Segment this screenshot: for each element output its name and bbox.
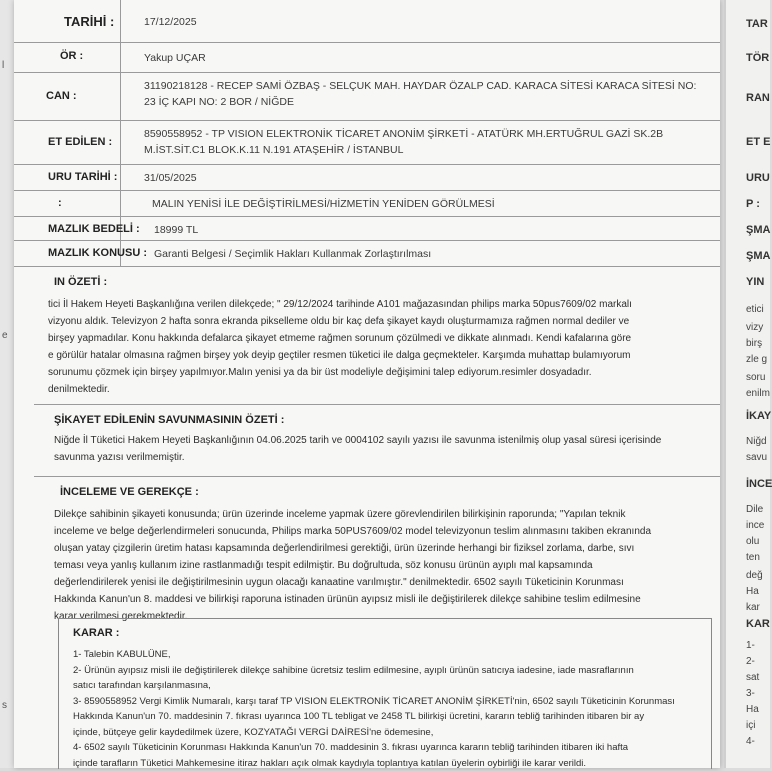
- text-line: 2- Ürünün ayıpsız misli ile değiştirilerek dilekçe sahibine ücretsiz teslim edilmesine, ayıplı ürünün satıcıya iadesine, iade masraflarının: [73, 663, 709, 679]
- right-text: etici: [746, 304, 764, 315]
- karar-box: [58, 618, 712, 769]
- text-line: karar verilmesi gerekmektedir.: [54, 608, 710, 625]
- text-line: inceleme ve belge değerlendirmeleri sonucunda, Philips marka 50PUS7609/02 model televizyonun teslim alınmasını takiben ekranında: [54, 523, 710, 540]
- right-label: KAR: [746, 618, 770, 630]
- text-line: 1- Talebin KABULÜNE,: [73, 647, 709, 663]
- field-value: 18999 TL: [154, 222, 714, 238]
- right-text: Ha: [746, 704, 759, 715]
- right-text: Ha: [746, 586, 759, 597]
- right-text: 1-: [746, 640, 755, 651]
- right-label: URU: [746, 172, 770, 184]
- document-page: [14, 0, 720, 768]
- right-text: 2-: [746, 656, 755, 667]
- right-label: İKAY: [746, 410, 771, 422]
- text-line: vizyonu aldık. Televizyon 2 hafta sonra ekranda pikselleme oldu bir kaç defa şikayet kaydı oluşturmamıza rağmen normal dediler ve: [48, 313, 710, 330]
- right-label: P :: [746, 198, 760, 210]
- right-text: enilm: [746, 388, 770, 399]
- right-label: YIN: [746, 276, 764, 288]
- field-value: Garanti Belgesi / Seçimlik Hakları Kullanmak Zorlaştırılması: [154, 246, 714, 262]
- right-label: TÖR: [746, 52, 769, 64]
- section-inceleme-text: [54, 506, 710, 625]
- text-line: Hakkında Kanun'un 8. maddesi ve bilirkişi raporuna istinaden ürünün ayıpsız misli ile değiştirilerek dilekçe sahibine teslim edilmesine: [54, 591, 710, 608]
- right-text: 3-: [746, 688, 755, 699]
- section-karar-text: [73, 647, 709, 771]
- field-value: MALIN YENİSİ İLE DEĞİŞTİRİLMESİ/HİZMETİN YENİDEN GÖRÜLMESİ: [152, 196, 712, 212]
- text-line: içinde tarafların Tüketici Mahkemesine itiraz hakları açık olmak kaydıyla toplantıya katılan üyelerin oybirliği ile karar verildi.: [73, 756, 709, 771]
- section-title-ozet: IN ÖZETİ :: [54, 276, 107, 288]
- field-value: 31190218128 - RECEP SAMİ ÖZBAŞ - SELÇUK MAH. HAYDAR ÖZALP CAD. KARACA SİTESİ KARACA SİTESİ NO: 23 İÇ KAPI NO: 2 BOR / NİĞDE: [144, 78, 704, 110]
- right-text: soru: [746, 372, 765, 383]
- right-text: Niğd: [746, 436, 767, 447]
- text-line: oluşan yatay çizgilerin üretim hatası kapsamında değerlendirilmesi gerektiği, ürün üzerinde herhangi bir fiziksel zorlama, darbe, sıvı: [54, 540, 710, 557]
- text-line: tici İl Hakem Heyeti Başkanlığına verilen dilekçede; " 29/12/2024 tarihinde A101 mağazasından philips marka 50pus7609/02 markalı: [48, 296, 710, 313]
- text-line: 4- 6502 sayılı Tüketicinin Korunması Hakkında Kanun'un 70. maddesinin 3. fıkrası uyarınca kararın tebliğ tarihinden itibaren iki hafta: [73, 740, 709, 756]
- right-label: ŞMA: [746, 250, 770, 262]
- text-line: savunma yazısı verilmemiştir.: [54, 449, 716, 466]
- field-value: 31/05/2025: [144, 170, 704, 186]
- field-value: 17/12/2025: [144, 14, 704, 30]
- section-ozet-text: [48, 296, 710, 398]
- field-value: 8590558952 - TP VISION ELEKTRONİK TİCARET ANONİM ŞİRKETİ - ATATÜRK MH.ERTUĞRUL GAZİ SK.2B M.İST.SİT.C1 BLOK.K.11 N.191 ATAŞEHİR / İSTANBUL: [144, 126, 704, 158]
- field-label: MAZLIK BEDELİ :: [48, 223, 140, 235]
- right-label: RAN: [746, 92, 770, 104]
- section-title-savunma: ŞİKAYET EDİLENİN SAVUNMASININ ÖZETİ :: [54, 414, 284, 426]
- right-text: vizy: [746, 322, 763, 333]
- field-label: :: [58, 197, 62, 209]
- section-title-karar: KARAR :: [73, 627, 119, 639]
- right-text: sat: [746, 672, 759, 683]
- right-text: ince: [746, 520, 764, 531]
- right-text: olu: [746, 536, 759, 547]
- right-text: savu: [746, 452, 767, 463]
- right-label: ŞMA: [746, 224, 770, 236]
- right-label: İNCE: [746, 478, 772, 490]
- field-label: ET EDİLEN :: [48, 136, 112, 148]
- text-line: değerlendirilerek yenisi ile değiştirilmesinin uygun olacağı kanaatine varılmıştır." denilmektedir. 6502 sayılı Tüketicinin Korunması: [54, 574, 710, 591]
- right-text: kar: [746, 602, 760, 613]
- text-line: satıcı tarafından karşılanmasına,: [73, 678, 709, 694]
- adjacent-page-right: [724, 0, 770, 768]
- text-line: sorunumu çözmek için birşey yapılmıyor.Malın yenisi ya da bir üst modeliyle değişimini talep ediyorum.resimler dosyadadır.: [48, 364, 710, 381]
- left-fragment: e: [2, 330, 8, 341]
- text-line: teması veya yanlış kullanım izine rastlanmadığı tespit edilmiştir. Bu doğrultuda, söz konusu ürünün ayıplı mal kapsamında: [54, 557, 710, 574]
- right-text: içi: [746, 720, 755, 731]
- text-line: denilmektedir.: [48, 381, 710, 398]
- text-line: Hakkında Kanun'un 70. maddesinin 7. fıkrası uyarınca 100 TL tebligat ve 2458 TL bilirkişi ücretini, kararın tebliğ tarihinden itibaren bir ay: [73, 709, 709, 725]
- section-title-inceleme: İNCELEME VE GEREKÇE :: [60, 486, 199, 498]
- field-label: ÖR :: [60, 50, 83, 62]
- text-line: Niğde İl Tüketici Hakem Heyeti Başkanlığının 04.06.2025 tarih ve 0004102 sayılı yazısı ile savunma istenilmiş olup yasal süresi içerisinde: [54, 432, 716, 449]
- text-line: içinde, bütçeye gelir kaydedilmek üzere, KOZYATAĞI VERGİ DAİRESİ'ne ödemesine,: [73, 725, 709, 741]
- field-value: Yakup UÇAR: [144, 50, 704, 66]
- right-label: TAR: [746, 18, 768, 30]
- text-line: Dilekçe sahibinin şikayeti konusunda; ürün üzerinde inceleme yapmak üzere görevlendirilen bilirkişinin raporunda; "Yapılan teknik: [54, 506, 710, 523]
- left-fragment: l: [2, 60, 4, 71]
- field-label: CAN :: [46, 90, 77, 102]
- right-text: değ: [746, 570, 763, 581]
- field-label: URU TARİHİ :: [48, 171, 117, 183]
- right-text: 4-: [746, 736, 755, 747]
- right-text: zle g: [746, 354, 767, 365]
- right-text: birş: [746, 338, 762, 349]
- right-text: Dile: [746, 504, 763, 515]
- text-line: birşey yapmadılar. Konu hakkında defalarca şikayet etmeme rağmen sorunum çözülmedi ve dikkate alınmadı. Kendi kafalarına göre: [48, 330, 710, 347]
- text-line: e görülür hatalar olmasına rağmen birşey yok deyip geçtiler resmen tüketici ile dalga geçmekteler. Karşımda muhattap bulamıyorum: [48, 347, 710, 364]
- right-text: ten: [746, 552, 760, 563]
- left-fragment: s: [2, 700, 7, 711]
- right-label: ET E: [746, 136, 770, 148]
- text-line: 3- 8590558952 Vergi Kimlik Numaralı, karşı taraf TP VISION ELEKTRONİK TİCARET ANONİM ŞİRKETİ'nin, 6502 sayılı Tüketicinin Korunması: [73, 694, 709, 710]
- section-savunma-text: [54, 432, 716, 466]
- field-label: TARİHİ :: [64, 14, 114, 29]
- field-label: MAZLIK KONUSU :: [48, 247, 147, 259]
